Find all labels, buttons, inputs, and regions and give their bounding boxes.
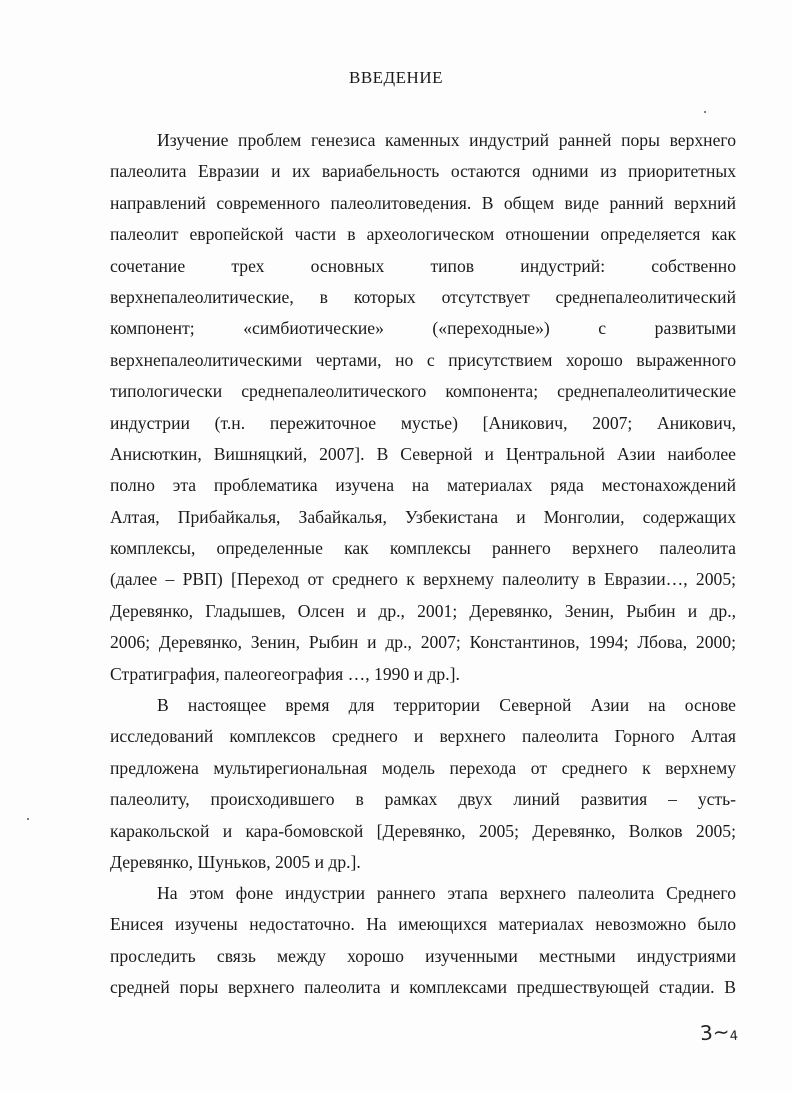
page-number-small: 4 [729, 1028, 739, 1045]
page-number [699, 1019, 738, 1047]
text-line: проследить связь между хорошо изученными местными индустриями [110, 945, 736, 966]
page-title: ВВЕДЕНИЕ [349, 68, 443, 87]
text-line: 2006; Деревянко, Зенин, Рыбин и др., 2007; Константинов, 1994; Лбова, 2000; [110, 632, 736, 653]
scan-speck [704, 111, 706, 113]
text-line: Деревянко, Шуньков, 2005 и др.]. [110, 851, 361, 872]
text-line: средней поры верхнего палеолита и комплексами предшествующей стадии. В [110, 977, 736, 998]
text-line: Алтая, Прибайкалья, Забайкалья, Узбекистана и Монголии, содержащих [110, 506, 736, 527]
text-line: Изучение проблем генезиса каменных индустрий ранней поры верхнего [157, 130, 736, 150]
text-line: полно эта проблематика изучена на материалах ряда местонахождений [110, 475, 736, 496]
text-line: палеолита Евразии и их вариабельность остаются одними из приоритетных [110, 161, 736, 182]
text-line: сочетание трех основных типов индустрий: собственно [110, 255, 736, 276]
text-line: палеолиту, происходившего в рамках двух линий развития – усть- [110, 789, 736, 810]
text-line: исследований комплексов среднего и верхнего палеолита Горного Алтая [110, 726, 736, 747]
text-line: Деревянко, Гладышев, Олсен и др., 2001; Деревянко, Зенин, Рыбин и др., [110, 600, 736, 621]
paragraph-1 [110, 125, 736, 690]
text-line: компонент; «симбиотические» («переходные») с развитыми [110, 318, 736, 339]
text-line: В настоящее время для территории Северной Азии на основе [157, 695, 736, 715]
text-line: верхнепалеолитическими чертами, но с присутствием хорошо выраженного [110, 349, 736, 370]
text-line: комплексы, определенные как комплексы раннего верхнего палеолита [110, 538, 736, 559]
paragraph-3 [110, 878, 736, 1004]
scan-speck [27, 818, 29, 820]
text-line: типологически среднепалеолитического компонента; среднепалеолитические [110, 381, 736, 402]
text-line: Стратиграфия, палеогеография …, 1990 и др.]. [110, 663, 460, 684]
paragraph-2 [110, 690, 736, 878]
text-line: Анисюткин, Вишняцкий, 2007]. В Северной и Центральной Азии наиболее [110, 443, 736, 464]
text-line: (далее – РВП) [Переход от среднего к верхнему палеолиту в Евразии…, 2005; [110, 569, 736, 590]
text-line: индустрии (т.н. пережиточное мустье) [Аникович, 2007; Аникович, [110, 412, 736, 433]
text-line: предложена мультирегиональная модель перехода от среднего к верхнему [110, 757, 736, 778]
text-line: каракольской и кара-бомовской [Деревянко, 2005; Деревянко, Волков 2005; [110, 820, 736, 841]
text-line: верхнепалеолитические, в которых отсутствует среднепалеолитический [110, 286, 736, 307]
text-line: Енисея изучены недостаточно. На имеющихся материалах невозможно было [110, 914, 736, 935]
page-number-main: 3~ [699, 1019, 731, 1046]
text-line: направлений современного палеолитоведения. В общем виде ранний верхний [110, 192, 736, 213]
text-line: На этом фоне индустрии раннего этапа верхнего палеолита Среднего [157, 883, 736, 903]
text-line: палеолит европейской части в археологическом отношении определяется как [110, 224, 736, 245]
